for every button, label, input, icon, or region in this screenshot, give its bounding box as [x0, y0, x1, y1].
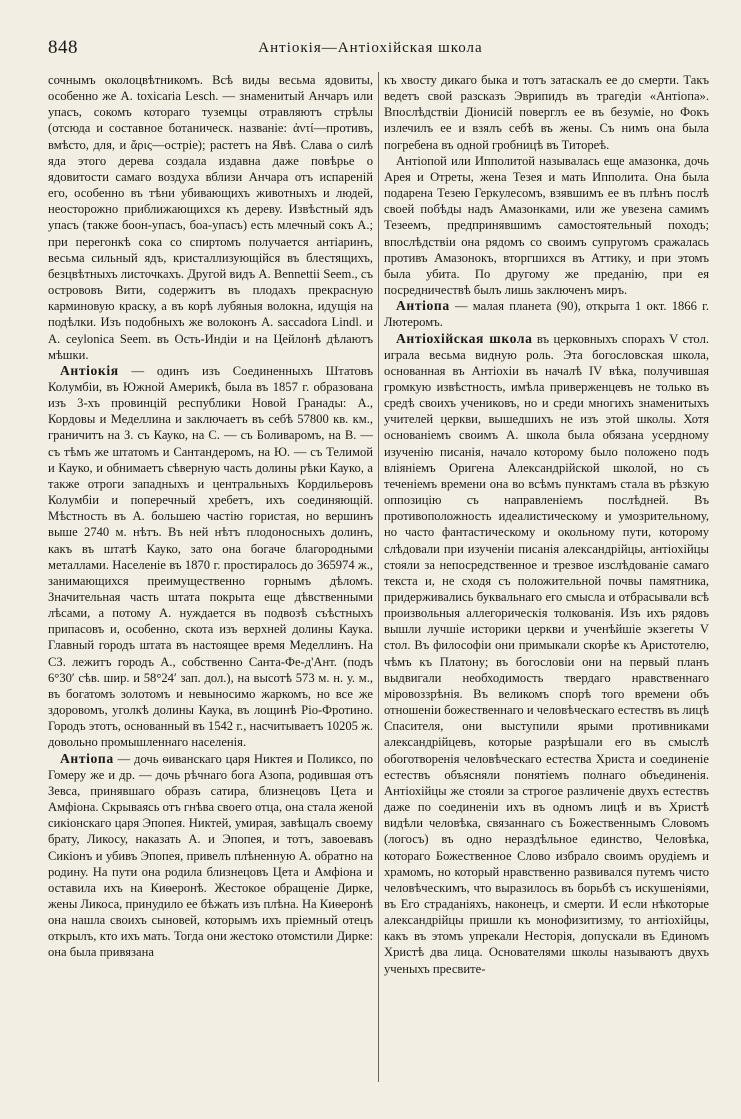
entry-antiopa	[48, 751, 373, 961]
paragraph	[384, 153, 709, 298]
entry-antiopa-planet	[384, 298, 709, 330]
page-header	[40, 37, 701, 63]
entry-continuation: сочнымъ околоцвѣтникомъ. Всѣ виды весьма ядовиты, особенно же A. toxicaria Lesch. — знаменитый Анчаръ или упасъ, сокомъ котораго туземцы отравляютъ стрѣлы (отсюда и составное ботаническ. названіе: ἀντί—противъ, вмѣсто, для, и ἄρις—острiе); растетъ на Явѣ. Слава о силѣ яда этого дерева создала издавна даже повѣрье о ядовитости самаго воздуха вблизи Анчара отъ испареній его, особенно въ тѣни убивающихъ животныхъ и людей, неосторожно приближающихся къ дереву. Извѣстный ядъ упасъ (также боон-упасъ, боа-упасъ) есть млечный сокъ А.; при перегонкѣ сока со спиртомъ получается антіаринъ, весьма сильный ядъ, кристаллизующійся въ блестящихъ, безцвѣтныхъ листочкахъ. Другой видъ A. Bennettii Seem., съ острововъ Вити, содержитъ въ плодахъ прекрасную карминовую краску, а въ корѣ лубяныя волокна, идущія на подѣлки. Изъ подобныхъ же волоконъ A. saccadora Lindl. и A. ceylonica Seem. въ Ость-Индіи и на Цейлонѣ дѣлаютъ мѣшки.	[48, 73, 373, 362]
left-column	[48, 72, 373, 1084]
headword: Антіопа	[60, 750, 114, 766]
running-title: Антіокія—Антіохійская школа	[258, 40, 483, 56]
headword: Антіокія	[60, 362, 119, 378]
paragraph-text: Антіопой или Ипполитой называлась еще амазонка, дочь Арея и Отреты, жена Тезея и мать Ипполита. Она была подарена Тезею Геркулесомъ, взявшимъ ее въ плѣнъ послѣ своей побѣды надъ Амазонками, или же увезена самимъ Тезеемъ, предпринявшимъ самостоятельный походъ; впослѣдствіи она рядомъ со своимъ супругомъ сражалась противъ Амазонокъ, вторгшихся въ Аттику, и при этомъ была убита. По другому же преданію, при ея посредничествѣ былъ лишь заключенъ миръ.	[384, 153, 709, 298]
entry-body: въ церковныхъ спорахъ V стол. играла весьма видную роль. Эта богословская школа, основанная въ Антіохіи въ началѣ IV вѣка, получившая громкую извѣстность, имѣла приверженцевъ не только въ средѣ своихъ учениковъ, но и среди многихъ знаменитыхъ учителей церкви, вышедшихъ не изъ этой школы. Хотя основаніемъ своимъ А. школа была обязана усердному изученію писанія, начало которому было положено подъ вліяніемъ Оригена Александрійской школой, но съ теченіемъ времени она во всѣмъ пунктамъ стала въ рѣзкую оппозицію съ направленіемъ послѣдней. Въ противоположность идеалистическому и умозрительному, но часто фантастическому и окольному пути, которому слѣдовали при изученіи писанія александрійцы, антіохійцы стояли за непосредственное и трезвое изслѣдованіе самаго текста и, не сходя съ положительной почвы памятника, придерживались буквальнаго его смысла и отбрасывали всѣ произвольныя аллегорическія толкованія. Изъ ихъ рядовъ вышли лучшіе историки церкви и ученѣйшіе экзегеты V стол. Въ философіи они примыкали скорѣе къ Аристотелю, чѣмъ къ Платону; въ богословіи они на первый планъ выдвигали необходимость твердаго нравственнаго міровоззрѣнія. Въ великомъ спорѣ того времени объ отношеніи божественнаго и человѣческаго естествъ въ лицѣ Спасителя, они выступили ярыми противниками александрійцевъ, которые разрѣшали его въ смыслѣ обоготворенія человѣческаго естества Христа и соединеніе естествъ объясняли понятіемъ полнаго объединенія. Антіохійцы же стояли за строгое различеніе двухъ естествъ даже по соединеніи ихъ въ одномъ лицѣ и въ Христѣ видѣли человѣка, связаннаго съ Божественнымъ Словомъ (логосъ) въ одно нераздѣльное единство, Человѣка, котораго Божественное Слово избрало своимъ орудіемъ и храмомъ, но который нравственно развивался путемъ чисто человѣческимъ, что выразилось въ борьбѣ съ искушеніями, въ Его страданіяхъ, наконецъ, и смерти. И если нѣкоторые александрійцы пришли къ монофизитизму, то антіохійцы, какъ въ этомъ упрекали Несторія, допускали въ Единомъ Христѣ два лица. Основателями школы называютъ двухъ ученыхъ пресвите-	[384, 331, 709, 976]
entry-body: — одинъ изъ Соединенныхъ Штатовъ Колумбіи, въ Южной Америкѣ, была въ 1857 г. образована изъ 3-хъ провинцій республики Новой Гранады: А., Кордовы и Меделлина и заключаетъ въ себѣ 57800 кв. км., граничитъ на З. съ Кауко, на С. — съ Боливаромъ, на В. — съ тѣмъ же штатомъ и Сантандеромъ, на Ю. — съ Телимой и Кауко, и обнимаетъ сѣверную часть долины рѣки Кауко, а также отроги западныхъ и центральныхъ Кордильеровъ Колумбіи и поперечный хребетъ, ихъ соединяющій. Мѣстность въ А. большею частію гористая, но вершинъ выше 2740 м. нѣтъ. Въ ней нѣтъ плодоносныхъ долинъ, какъ въ штатѣ Кауко, зато она богаче благородными металлами. Населеніе въ 1870 г. простиралось до 365974 ж., занимающихся преимущественно горнымъ дѣломъ. Значительная часть штата покрыта еще дѣвственными лѣсами, а потому А. нуждается въ подвозѣ съѣстныхъ припасовъ и, особенно, скота изъ верхней долины Каука. Главный городъ штата въ настоящее время Меделлинъ. На СЗ. лежитъ городъ А., собственно Санта-Фе-д'Ант. (подъ 6°30′ сѣв. шир. и 58°24′ зап. дол.), на высотѣ 573 м. н. у. м., въ богатомъ золотомъ и невыносимо жаркомъ, но все же здоровомъ, уголкѣ долины Каука, въ лощинѣ Ріо-Фротино. Городъ этотъ, основанный въ 1542 г., насчитываетъ 10205 ж. довольно промышленнаго населенія.	[48, 363, 373, 750]
headword: Антіопа	[396, 298, 450, 314]
headword: Антіохійская школа	[396, 330, 533, 346]
entry-body: — дочь ѳиванскаго царя Никтея и Поликсо, по Гомеру же и др. — дочь рѣчнаго бога Азопа, родившая отъ Зевса, принявшаго образъ сатира, близнецовъ Цета и Амфіона. Скрываясь отъ гнѣва своего отца, она стала женой сикіонскаго царя Эпопея. Никтей, умирая, завѣщалъ своему брату, Ликосу, наказать А. и Эпопея, и тотъ, завоевавъ Сикіонъ и убивъ Эпопея, привелъ плѣненную А. обратно на родину. На пути она родила близнецовъ Цета и Амфіона и оставила ихъ на Киѳеронѣ. Жестокое обращеніе Дирке, жены Ликоса, принудило ее бѣжать изъ плѣна. На Киѳеронѣ она нашла своихъ сыновей, которымъ ихъ пріемный отецъ открылъ, кто ихъ мать. Тогда они жестоко отомстили Дирке: она была привязана	[48, 751, 373, 960]
entry-continuation: къ хвосту дикаго быка и тотъ затаскалъ ее до смерти. Такъ ведетъ свой разсказъ Эврипидъ въ трагедіи «Антіопа». Впослѣдствіи Діонисій поверглъ ее въ безуміе, но Фокъ излечилъ ее и взялъ себѣ въ жены. Съ нимъ она была погребена въ одной гробницѣ въ Титореѣ.	[384, 73, 709, 152]
entry-body: — малая планета (90), открыта 1 окт. 1866 г. Лютеромъ.	[384, 299, 709, 330]
page-number: 848	[48, 37, 78, 58]
right-column	[384, 72, 709, 1084]
entry-antiokia	[48, 363, 373, 751]
entry-antiochian-school	[384, 331, 709, 977]
column-divider	[378, 72, 379, 1082]
